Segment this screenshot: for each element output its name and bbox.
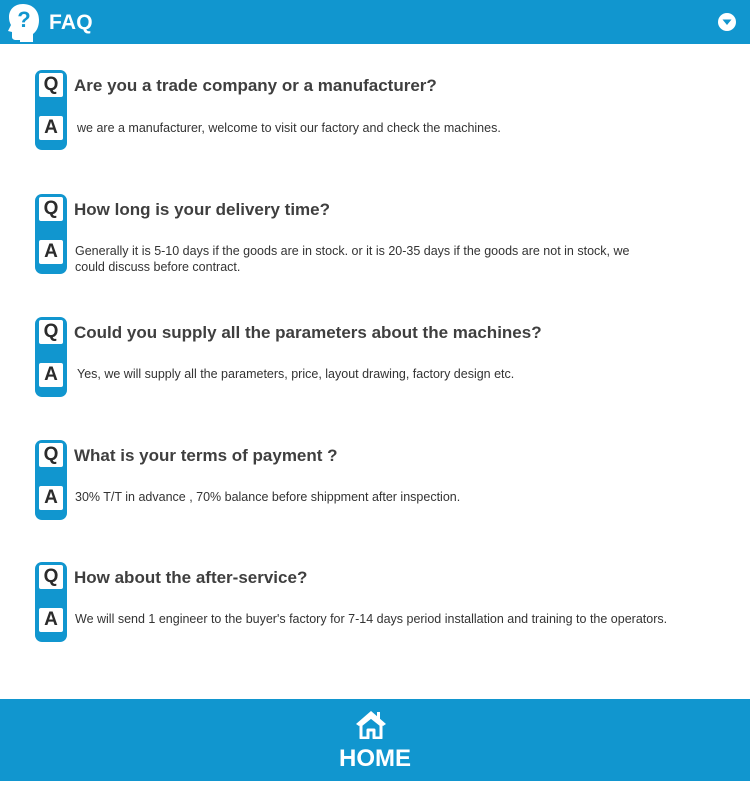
qa-badge-pill: [35, 562, 67, 642]
faq-item: [0, 194, 750, 274]
q-badge: Q: [39, 73, 63, 97]
faq-item: [0, 562, 750, 642]
home-icon: [355, 709, 387, 739]
faq-answer: Yes, we will supply all the parameters, price, layout drawing, factory design etc.: [77, 367, 515, 381]
a-badge: A: [39, 116, 63, 140]
faq-question: How about the after-service?: [74, 568, 308, 587]
faq-item: [0, 440, 750, 520]
faq-question: Are you a trade company or a manufacturer?: [74, 76, 437, 95]
a-badge: A: [39, 363, 63, 387]
a-badge: A: [39, 240, 63, 264]
faq-answer: we are a manufacturer, welcome to visit our factory and check the machines.: [77, 121, 501, 135]
faq-question: Could you supply all the parameters about the machines?: [74, 323, 542, 342]
page-title: FAQ: [49, 11, 93, 34]
faq-question: How long is your delivery time?: [74, 200, 330, 219]
faq-answer: 30% T/T in advance , 70% balance before shippment after inspection.: [75, 490, 461, 504]
faq-question: What is your terms of payment ?: [74, 446, 338, 465]
home-button[interactable]: [0, 699, 750, 781]
chevron-down-icon[interactable]: [717, 12, 737, 32]
q-badge: Q: [39, 443, 63, 467]
q-badge: Q: [39, 565, 63, 589]
head-question-icon: [6, 2, 40, 42]
faq-header: [0, 0, 750, 44]
faq-item: [0, 70, 750, 150]
qa-badge-pill: [35, 70, 67, 150]
faq-item: [0, 317, 750, 397]
qa-badge-pill: [35, 317, 67, 397]
faq-answer: Generally it is 5-10 days if the goods are in stock. or it is 20-35 days if the goods are not in stock, we could discuss before contract.: [75, 244, 630, 274]
qa-badge-pill: [35, 440, 67, 520]
a-badge: A: [39, 608, 63, 632]
faq-answer: We will send 1 engineer to the buyer's factory for 7-14 days period installation and training to the operators.: [75, 612, 668, 626]
a-badge: A: [39, 486, 63, 510]
q-badge: Q: [39, 320, 63, 344]
q-badge: Q: [39, 197, 63, 221]
svg-text:?: ?: [17, 7, 31, 32]
qa-badge-pill: [35, 194, 67, 274]
home-label: HOME: [339, 745, 411, 772]
